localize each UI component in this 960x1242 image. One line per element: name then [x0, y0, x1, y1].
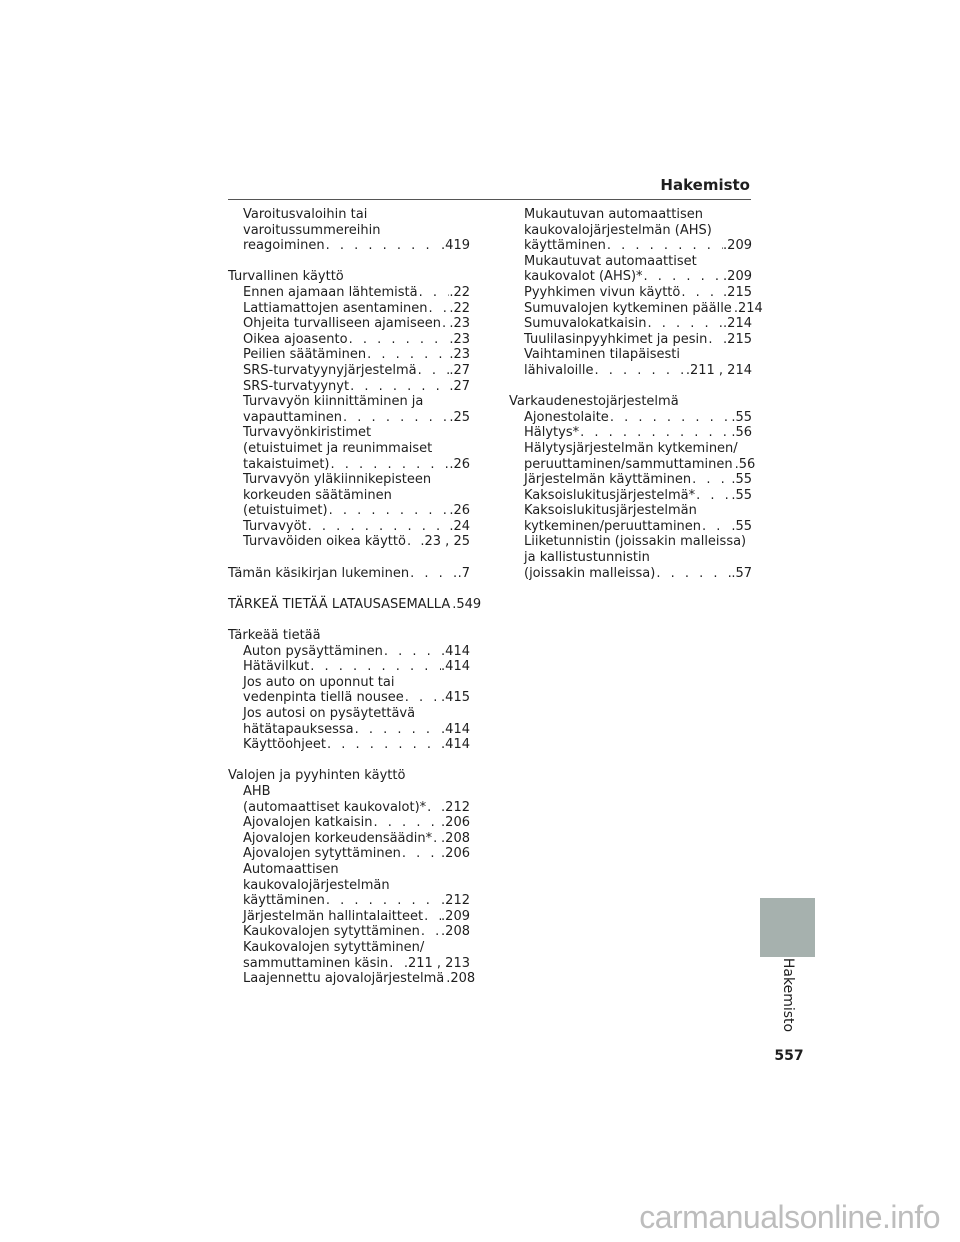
index-entry: [228, 675, 470, 706]
index-entry-text: Järjestelmän käyttäminen: [524, 472, 692, 488]
dot-leader: [418, 285, 450, 301]
index-entry-text: Kaksoislukitusjärjestelmä*: [524, 487, 696, 503]
index-entry-last-line: [243, 301, 470, 317]
index-entry-text: hätätapauksessa: [243, 721, 354, 737]
dot-leader: [307, 519, 450, 535]
index-entry: [509, 254, 752, 285]
index-entry-last-line: [524, 332, 752, 348]
index-entry: [228, 659, 470, 675]
index-entry-text: Kaukovalojen sytyttäminen/: [243, 939, 425, 955]
index-entry-text: Oikea ajoasento: [243, 331, 348, 347]
index-heading: Turvallinen käyttö: [228, 269, 344, 285]
index-entry-last-line: [243, 831, 470, 847]
index-page-ref: .415: [441, 690, 470, 706]
index-entry: [228, 534, 470, 550]
index-entry-last-line: [243, 737, 470, 753]
index-entry: [228, 737, 470, 753]
index-page-ref: .211 , 214: [685, 362, 752, 378]
index-entry-last-line: [243, 285, 470, 301]
index-entry-last-line: [243, 519, 470, 535]
index-entry-text: varoitussummereihin: [243, 222, 381, 238]
index-entry-last-line: [243, 722, 470, 738]
dot-leader: [373, 815, 442, 831]
index-entry-last-line: [524, 410, 752, 426]
index-entry-last-line: [243, 238, 470, 254]
dot-leader: [325, 238, 441, 254]
index-entry-last-line: [524, 519, 752, 535]
index-page-ref: .56: [731, 425, 752, 441]
index-entry-text: Ajovalojen katkaisin: [243, 815, 373, 831]
index-entry-text: käyttäminen: [243, 893, 325, 909]
index-entry: [228, 831, 470, 847]
index-page-ref: .208: [441, 924, 470, 940]
index-entry: [228, 332, 470, 348]
index-entry-last-line: [524, 269, 752, 285]
index-page-ref: .414: [441, 737, 470, 753]
index-page-ref: .23: [449, 331, 470, 347]
index-entry: [509, 440, 756, 472]
index-entry-last-line: [243, 316, 470, 332]
index-page-ref: .23: [449, 316, 470, 332]
index-entry-last-line: [243, 690, 470, 706]
index-entry-text: TÄRKEÄ TIETÄÄ LATAUSASEMALLA: [228, 596, 451, 612]
index-entry: [228, 971, 476, 987]
index-page-ref: .549: [452, 596, 482, 612]
index-entry-last-line: [243, 347, 470, 363]
dot-leader: [409, 566, 457, 582]
index-entry-text: Jos autosi on pysäytettävä: [243, 706, 416, 721]
index-entry-text: Auton pysäyttäminen: [243, 643, 383, 659]
index-page-ref: .22: [449, 284, 470, 300]
index-entry-last-line: [524, 363, 752, 379]
index-entry: [228, 644, 470, 660]
index-entry: [228, 379, 470, 395]
index-entry-text: (etuistuimet): [243, 503, 328, 519]
index-column-left: [228, 207, 482, 1002]
index-entry: [228, 207, 470, 254]
index-entry-text: AHB: [243, 783, 271, 799]
index-entry-text: Tuulilasinpyyhkimet ja pesin: [524, 331, 708, 347]
index-entry-last-line: [524, 316, 752, 332]
index-heading: Varkaudenestojärjestelmä: [509, 394, 679, 410]
dot-leader: [342, 410, 449, 426]
index-entry-last-line: [524, 472, 752, 488]
index-page-ref: .56: [734, 456, 756, 472]
index-entry: [509, 488, 752, 504]
index-entry: [228, 862, 470, 909]
index-entry-last-line: [228, 596, 482, 613]
index-page-ref: .215: [723, 331, 752, 347]
index-entry-last-line: [524, 425, 752, 441]
index-entry-text: kaukovalojärjestelmän (AHS): [524, 222, 712, 238]
dot-leader: [579, 425, 731, 441]
index-entry-text: Liiketunnistin (joissakin malleissa): [524, 534, 747, 550]
index-entry-text: Vaihtaminen tilapäisesti: [524, 347, 681, 363]
index-entry-text: Hälytysjärjestelmän kytkeminen/: [524, 440, 738, 456]
index-entry: [228, 566, 470, 582]
index-entry-text: Ennen ajamaan lähtemistä: [243, 284, 418, 300]
index-entry: [509, 285, 752, 301]
dot-leader: [330, 457, 450, 473]
index-page-ref: .23: [449, 347, 470, 363]
dot-leader: [417, 363, 450, 379]
dot-leader: [609, 410, 732, 426]
index-entry-text: Automaattisen: [243, 861, 339, 877]
index-page-ref: .55: [731, 487, 752, 503]
header-divider: [228, 199, 751, 200]
index-entry-last-line: [243, 909, 470, 925]
index-entry: [509, 503, 752, 534]
index-entry-text: Turvavyön kiinnittäminen ja: [243, 394, 424, 410]
index-entry-last-line: [243, 815, 470, 831]
index-entry: [509, 316, 752, 332]
index-entry-text: kaukovalot (AHS)*: [524, 269, 643, 285]
index-entry-last-line: [243, 332, 470, 348]
dot-leader: [426, 800, 441, 816]
index-entry-last-line: [243, 503, 470, 519]
index-entry-text: SRS-turvatyynyjärjestelmä: [243, 362, 417, 378]
index-page-ref: .22: [449, 300, 470, 316]
index-page-ref: .208: [446, 971, 476, 987]
index-entry-last-line: [524, 238, 752, 254]
index-page-ref: .7: [457, 565, 470, 581]
dot-leader: [309, 659, 441, 675]
watermark: carmanualsonline.info: [639, 1199, 940, 1235]
index-page-ref: .23 , 25: [420, 534, 470, 550]
index-entry-last-line: [243, 457, 470, 473]
index-entry-text: reagoiminen: [243, 238, 325, 254]
index-entry-last-line: [228, 566, 470, 582]
index-entry-text: Ajovalojen sytyttäminen: [243, 846, 401, 862]
index-entry-text: Mukautuvan automaattisen: [524, 207, 703, 222]
dot-leader: [420, 924, 441, 940]
index-entry-text: (automaattiset kaukovalot)*: [243, 799, 427, 815]
index-entry-text: Turvavyönkiristimet: [243, 425, 372, 441]
index-entry: [228, 316, 470, 332]
index-entry: [228, 784, 470, 815]
index-entry: [228, 347, 470, 363]
index-entry-last-line: [243, 534, 470, 550]
index-entry-text: Turvavöiden oikea käyttö: [243, 534, 406, 550]
index-entry-last-line: [243, 956, 470, 972]
index-entry: [509, 207, 752, 254]
page-header-title: Hakemisto: [660, 176, 750, 194]
index-entry-text: SRS-turvatyynyt: [243, 378, 350, 394]
index-page-ref: .209: [441, 908, 470, 924]
index-entry-text: Pyyhkimen vivun käyttö: [524, 284, 681, 300]
index-entry-last-line: [243, 659, 470, 675]
index-entry: [228, 519, 470, 535]
index-entry: [509, 472, 752, 488]
dot-leader: [594, 363, 686, 379]
index-group: [228, 628, 470, 753]
section-tab-label: [778, 957, 798, 1033]
index-page-ref: .212: [441, 893, 470, 909]
index-entry-text: Jos auto on uponnut tai: [243, 674, 395, 690]
index-entry-text: Mukautuvat automaattiset: [524, 253, 697, 269]
index-entry-last-line: [524, 300, 763, 317]
index-entry: [228, 301, 470, 317]
dot-leader: [643, 269, 724, 285]
dot-leader: [366, 347, 449, 363]
index-page-ref: .55: [731, 409, 752, 425]
index-page-ref: .25: [449, 409, 470, 425]
index-entry-text: takaistuimet): [243, 456, 330, 472]
dot-leader: [680, 285, 723, 301]
index-entry-text: Turvavyöt: [243, 518, 307, 534]
dot-leader: [401, 846, 441, 862]
index-group: [228, 207, 470, 254]
index-page-ref: .414: [441, 721, 470, 737]
index-column-right: [509, 207, 763, 597]
index-entry: [228, 472, 470, 519]
index-entry-last-line: [243, 363, 470, 379]
dot-leader: [325, 893, 441, 909]
dot-leader: [348, 332, 450, 348]
index-entry-text: Ohjeita turvalliseen ajamiseen: [243, 316, 442, 332]
index-entry: [509, 347, 752, 378]
index-entry-last-line: [524, 566, 752, 582]
index-entry-last-line: [243, 971, 476, 987]
index-page-ref: .206: [441, 846, 470, 862]
index-page-ref: .26: [449, 456, 470, 472]
dot-leader: [328, 503, 450, 519]
index-entry-text: Kaukovalojen sytyttäminen: [243, 924, 420, 940]
index-entry: [509, 300, 763, 317]
index-entry: [228, 425, 470, 472]
index-entry-text: Käyttöohjeet: [243, 737, 327, 753]
index-group: [509, 207, 763, 379]
dot-leader: [691, 472, 731, 488]
index-page-ref: .208: [441, 830, 470, 846]
dot-leader: [701, 519, 731, 535]
dot-leader: [423, 909, 441, 925]
index-entry-text: Hälytys*: [524, 425, 580, 441]
index-entry: [228, 924, 470, 940]
index-entry: [228, 909, 470, 925]
index-entry-text: (etuistuimet ja reunimmaiset: [243, 440, 433, 456]
page-number: 557: [774, 1048, 804, 1064]
index-entry: [228, 940, 470, 971]
dot-leader: [383, 644, 441, 660]
section-tab-label-text: Hakemisto: [780, 957, 796, 1033]
index-entry-text: ja kallistustunnistin: [524, 550, 650, 566]
index-entry-text: Ajonestolaite: [524, 409, 609, 425]
dot-leader: [606, 238, 723, 254]
index-entry-text: sammuttaminen käsin: [243, 955, 389, 971]
index-entry: [509, 534, 752, 581]
index-entry-text: Turvavyön yläkiinnikepisteen: [243, 472, 432, 488]
dot-leader: [388, 956, 404, 972]
index-entry-text: peruuttaminen/sammuttaminen: [524, 456, 733, 472]
index-page-ref: .27: [449, 362, 470, 378]
dot-leader: [646, 316, 723, 332]
index-entry-text: Lattiamattojen asentaminen: [243, 300, 428, 316]
index-page-ref: .419: [441, 238, 470, 254]
index-entry: [228, 363, 470, 379]
index-page-ref: .206: [441, 815, 470, 831]
index-entry-last-line: [243, 410, 470, 426]
index-entry-text: Tämän käsikirjan lukeminen: [228, 565, 410, 581]
section-tab: [760, 898, 815, 957]
index-entry-last-line: [243, 924, 470, 940]
index-heading: Valojen ja pyyhinten käyttö: [228, 768, 406, 784]
index-entry-text: (joissakin malleissa): [524, 565, 656, 581]
index-entry: [228, 394, 470, 425]
index-page-ref: .212: [441, 799, 470, 815]
index-group: [228, 768, 476, 987]
index-entry-text: Ajovalojen korkeudensäädin*: [243, 830, 433, 846]
index-page-ref: .57: [731, 565, 752, 581]
dot-leader: [432, 831, 441, 847]
index-entry-text: Sumuvalokatkaisin: [524, 316, 647, 332]
dot-leader: [349, 379, 449, 395]
index-entry: [509, 332, 752, 348]
dot-leader: [695, 488, 731, 504]
index-entry-text: kaukovalojärjestelmän: [243, 877, 390, 893]
index-entry-last-line: [243, 644, 470, 660]
index-group: [228, 566, 470, 582]
index-entry-text: Kaksoislukitusjärjestelmän: [524, 503, 697, 519]
index-entry-text: vapauttaminen: [243, 409, 343, 425]
index-entry-last-line: [524, 488, 752, 504]
index-group: [228, 596, 482, 613]
dot-leader: [441, 316, 449, 332]
index-entry-text: Hätävilkut: [243, 659, 310, 675]
dot-leader: [707, 332, 723, 348]
index-entry: [509, 410, 752, 426]
index-heading: Tärkeää tietää: [228, 628, 321, 644]
index-entry-text: lähivaloille: [524, 362, 594, 378]
dot-leader: [406, 534, 420, 550]
index-entry-text: Peilien säätäminen: [243, 347, 367, 363]
index-entry: [228, 285, 470, 301]
index-entry-text: Laajennettu ajovalojärjestelmä: [243, 971, 445, 987]
index-entry-text: Järjestelmän hallintalaitteet: [243, 908, 424, 924]
index-entry-text: korkeuden säätäminen: [243, 487, 392, 503]
index-page-ref: .209: [723, 269, 752, 285]
index-page-ref: .414: [441, 643, 470, 659]
index-entry-last-line: [243, 379, 470, 395]
index-page-ref: .209: [723, 238, 752, 254]
index-entry-text: vedenpinta tiellä nousee: [243, 690, 404, 706]
index-page-ref: .414: [441, 659, 470, 675]
dot-leader: [354, 722, 441, 738]
index-entry-last-line: [243, 893, 470, 909]
index-page-ref: .214: [723, 316, 752, 332]
dot-leader: [404, 690, 441, 706]
index-page-ref: .211 , 213: [403, 955, 470, 971]
index-entry-text: kytkeminen/peruuttaminen: [524, 518, 702, 534]
index-entry-last-line: [243, 846, 470, 862]
index-entry: [228, 706, 470, 737]
index-entry-last-line: [243, 800, 470, 816]
dot-leader: [428, 301, 450, 317]
index-entry-text: käyttäminen: [524, 238, 606, 254]
index-page-ref: .214: [733, 300, 763, 316]
index-entry: [228, 846, 470, 862]
index-page-ref: .215: [723, 284, 752, 300]
index-entry-last-line: [524, 285, 752, 301]
index-page-ref: .26: [449, 503, 470, 519]
index-page-ref: .55: [731, 472, 752, 488]
index-page-ref: .27: [449, 378, 470, 394]
index-page-ref: .55: [731, 518, 752, 534]
index-page-ref: .24: [449, 518, 470, 534]
index-group: [228, 269, 470, 550]
index-entry-text: Varoitusvaloihin tai: [243, 207, 368, 222]
dot-leader: [655, 566, 731, 582]
index-entry: [228, 815, 470, 831]
index-group: [509, 394, 756, 581]
index-entry: [228, 596, 482, 613]
index-entry-last-line: [524, 456, 756, 473]
dot-leader: [326, 737, 441, 753]
index-entry-text: Sumuvalojen kytkeminen päälle: [524, 300, 732, 316]
index-entry: [509, 425, 752, 441]
